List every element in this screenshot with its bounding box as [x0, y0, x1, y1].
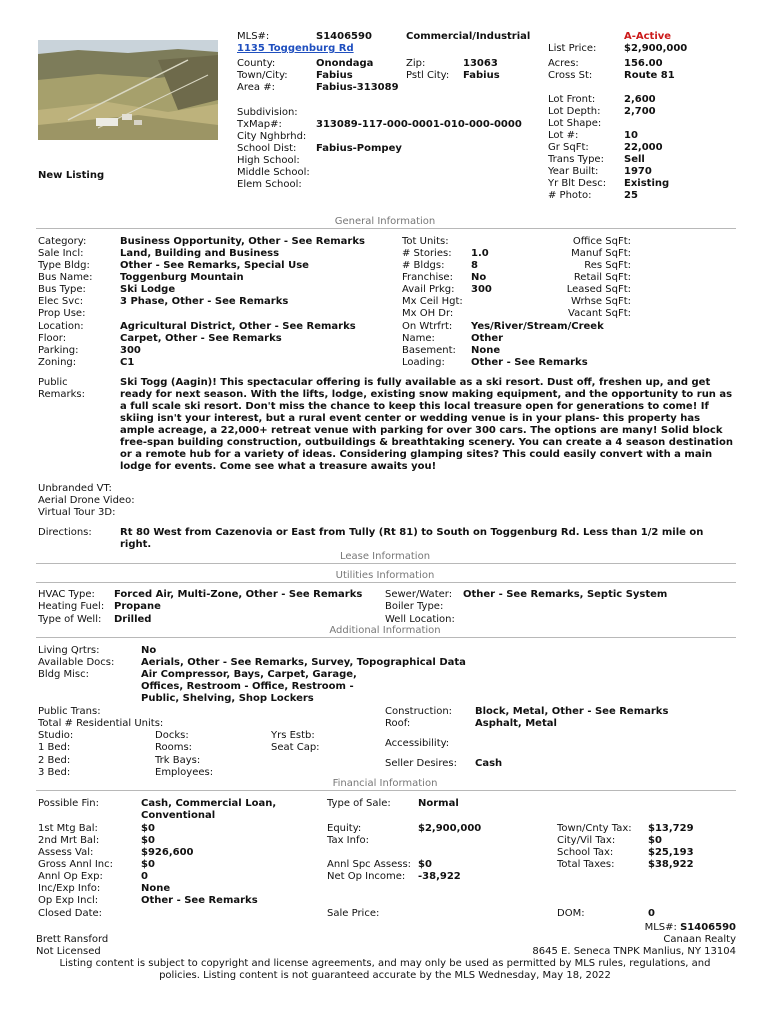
net-op-income-value: -38,922 [418, 871, 461, 882]
disclaimer-line2: policies. Listing content is not guaranteed accurate by the MLS Wednesday, May 18, 2022 [159, 970, 611, 981]
fin-label: Annl Op Exp: [38, 871, 103, 882]
lease-section-title: Lease Information [339, 551, 431, 562]
fin-label: Op Exp Incl: [38, 895, 99, 906]
aerial-photo-image [38, 40, 218, 140]
gen-value: Toggenburg Mountain [120, 272, 244, 283]
yrs-estb-label: Yrs Estb: [271, 730, 315, 741]
heating-fuel-label: Heating Fuel: [38, 601, 105, 612]
bed3-label: 3 Bed: [38, 767, 71, 778]
new-listing-label: New Listing [38, 170, 105, 181]
gen-mid-label: # Stories: [402, 248, 452, 259]
financial-divider [36, 790, 736, 791]
living-qrtrs-value: No [141, 645, 157, 656]
construction-value: Block, Metal, Other - See Remarks [475, 706, 669, 717]
tax-label: Total Taxes: [557, 859, 615, 870]
construction-label: Construction: [385, 706, 453, 717]
tax-value: $25,193 [648, 847, 694, 858]
employees-label: Employees: [155, 767, 214, 778]
additional-section-title: Additional Information [329, 625, 441, 636]
gen-value: Carpet, Other - See Remarks [120, 333, 282, 344]
pstl-city-label: Pstl City: [406, 70, 450, 81]
living-qrtrs-label: Living Qrtrs: [38, 645, 100, 656]
fin-label: 2nd Mrt Bal: [38, 835, 100, 846]
zip-value: 13063 [463, 58, 498, 69]
gen-label: Zoning: [38, 357, 77, 368]
gen-mid-value: 300 [471, 284, 492, 295]
public-remarks-text: Ski Togg (Aagin)! This spectacular offering is fully available as a ski resort. Dust off, freshen up, and get ready for next season. With the lifts, lodge, existing snow making equipment, and the opportunity to run as a full scale ski resort. Don't miss the chance to keep this local treasure open for generations to come! If skiing isn't your interest, but a rural event center or wedding venue is in your plans- this property has ample acreage, a 22,000+ retreat venue with parking for over 300 cars. The options are many! Solid block free-span building construction, outbuildings & breathtaking scenery. You can create a 4 season destination or a remote hub for a variety of ideas. Considering glamping sites? This could easily convert with a main lodge for events. Come see what a treasure awaits you! [120, 377, 733, 472]
photo-count-label: # Photo: [548, 190, 592, 201]
unbranded-vt-label: Unbranded VT: [38, 483, 112, 494]
cross-st-label: Cross St: [548, 70, 593, 81]
trans-type-value: Sell [624, 154, 645, 165]
gen-label: Bus Name: [38, 272, 93, 283]
yr-blt-desc-value: Existing [624, 178, 670, 189]
gen-mid-label: On Wtrfrt: [402, 321, 453, 332]
year-built-label: Year Built: [548, 166, 599, 177]
fin-value: 0 [141, 871, 148, 882]
roof-value: Asphalt, Metal [475, 718, 557, 729]
bldg-misc-value: Air Compressor, Bays, Carpet, Garage, [141, 669, 357, 680]
gen-label: Location: [38, 321, 84, 332]
gen-label: Parking: [38, 345, 79, 356]
gen-value: Agricultural District, Other - See Remarks [120, 321, 356, 332]
docks-label: Docks: [155, 730, 189, 741]
county-value: Onondaga [316, 58, 374, 69]
fin-value: $0 [141, 859, 155, 870]
gen-value: 3 Phase, Other - See Remarks [120, 296, 289, 307]
hvac-value: Forced Air, Multi-Zone, Other - See Remarks [114, 589, 363, 600]
available-docs-label: Available Docs: [38, 657, 115, 668]
gen-mid-label: Name: [402, 333, 435, 344]
possible-fin-value: Conventional [141, 810, 216, 821]
gen-value: Land, Building and Business [120, 248, 280, 259]
acres-value: 156.00 [624, 58, 663, 69]
gen-mid-value: No [471, 272, 487, 283]
txmap-label: TxMap#: [237, 119, 282, 130]
address-link[interactable]: 1135 Toggenburg Rd [237, 43, 354, 54]
fin-label: 1st Mtg Bal: [38, 823, 98, 834]
bed2-label: 2 Bed: [38, 755, 71, 766]
office-name: Canaan Realty [663, 934, 736, 945]
trans-type-label: Trans Type: [548, 154, 604, 165]
type-of-sale-value: Normal [418, 798, 459, 809]
tax-label: School Tax: [557, 847, 614, 858]
gen-label: Elec Svc: [38, 296, 84, 307]
fin-value: $926,600 [141, 847, 194, 858]
elem-school-label: Elem School: [237, 179, 302, 190]
gr-sqft-value: 22,000 [624, 142, 663, 153]
txmap-value: 313089-117-000-0001-010-000-0000 [316, 119, 522, 130]
lot-front-value: 2,600 [624, 94, 656, 105]
gen-mid-label: Avail Prkg: [402, 284, 455, 295]
general-divider [36, 228, 736, 229]
sale-price-label: Sale Price: [327, 908, 380, 919]
subdivision-label: Subdivision: [237, 107, 298, 118]
gen-value: C1 [120, 357, 135, 368]
utilities-section-title: Utilities Information [335, 570, 435, 581]
gen-mid-value: None [471, 345, 501, 356]
gen-mid-label: Mx OH Dr: [402, 308, 454, 319]
bed1-label: 1 Bed: [38, 742, 71, 753]
gen-mid-label: Franchise: [402, 272, 453, 283]
seller-desires-value: Cash [475, 758, 503, 769]
gen-value: Other - See Remarks, Special Use [120, 260, 309, 271]
hvac-label: HVAC Type: [38, 589, 95, 600]
sewer-label: Sewer/Water: [385, 589, 453, 600]
lot-front-label: Lot Front: [548, 94, 596, 105]
available-docs-value: Aerials, Other - See Remarks, Survey, Topographical Data [141, 657, 466, 668]
agent-name: Brett Ransford [36, 934, 109, 945]
disclaimer-line1: Listing content is subject to copyright and license agreements, and may only be used as permitted by MLS rules, regulations, and [59, 958, 711, 969]
gen-mid-value: 1.0 [471, 248, 489, 259]
well-location-label: Well Location: [385, 614, 455, 625]
gen-label: Bus Type: [38, 284, 86, 295]
gen-label: Prop Use: [38, 308, 86, 319]
status-badge: A-Active [624, 31, 672, 42]
equity-label: Equity: [327, 823, 362, 834]
list-price-label: List Price: [548, 43, 597, 54]
possible-fin-label: Possible Fin: [38, 798, 99, 809]
city-nghbrhd-label: City Nghbrhd: [237, 131, 307, 142]
mls-number: S1406590 [316, 31, 372, 42]
net-op-income-label: Net Op Income: [327, 871, 406, 882]
fin-value: Other - See Remarks [141, 895, 258, 906]
lot-depth-value: 2,700 [624, 106, 656, 117]
gen-right-label: Office SqFt: [572, 236, 631, 247]
sewer-value: Other - See Remarks, Septic System [463, 589, 668, 600]
gen-label: Type Bldg: [38, 260, 90, 271]
gr-sqft-label: Gr SqFt: [548, 142, 589, 153]
gen-right-label: Vacant SqFt: [568, 308, 631, 319]
zip-label: Zip: [406, 58, 426, 69]
annl-spc-assess-value: $0 [418, 859, 432, 870]
public-remarks-label-line2: Remarks: [38, 389, 86, 400]
type-of-sale-label: Type of Sale: [327, 798, 391, 809]
gen-value: Ski Lodge [120, 284, 176, 295]
list-price-value: $2,900,000 [624, 43, 688, 54]
gen-mid-label: Tot Units: [402, 236, 449, 247]
lot-no-value: 10 [624, 130, 638, 141]
seller-desires-label: Seller Desires: [385, 758, 457, 769]
possible-fin-value: Cash, Commercial Loan, [141, 798, 277, 809]
utilities-divider [36, 582, 736, 583]
lot-no-label: Lot #: [548, 130, 579, 141]
acres-label: Acres: [548, 58, 579, 69]
cross-st-value: Route 81 [624, 70, 675, 81]
gen-value: Business Opportunity, Other - See Remarks [120, 236, 365, 247]
additional-divider [36, 637, 736, 638]
year-built-value: 1970 [624, 166, 652, 177]
tax-value: $38,922 [648, 859, 694, 870]
rooms-label: Rooms: [155, 742, 193, 753]
gen-label: Floor: [38, 333, 67, 344]
bldg-misc-label: Bldg Misc: [38, 669, 89, 680]
gen-value: 300 [120, 345, 141, 356]
footer-mls [645, 922, 736, 934]
public-remarks-label-line1: Public [38, 377, 68, 388]
middle-school-label: Middle School: [237, 167, 310, 178]
studio-label: Studio: [38, 730, 74, 741]
equity-value: $2,900,000 [418, 823, 482, 834]
accessibility-label: Accessibility: [385, 738, 450, 749]
virtual-tour-label: Virtual Tour 3D: [38, 507, 116, 518]
roof-label: Roof: [385, 718, 411, 729]
bldg-misc-value: Public, Shelving, Shop Lockers [141, 693, 314, 704]
mls-label: MLS#: [237, 31, 270, 42]
public-trans-label: Public Trans: [38, 706, 101, 717]
tax-value: $13,729 [648, 823, 694, 834]
dom-value: 0 [648, 908, 655, 919]
gen-mid-value: Other - See Remarks [471, 357, 588, 368]
fin-label: Closed Date: [38, 908, 103, 919]
seat-cap-label: Seat Cap: [271, 742, 320, 753]
fin-label: Gross Annl Inc: [38, 859, 113, 870]
heating-fuel-value: Propane [114, 601, 161, 612]
tax-value: $0 [648, 835, 662, 846]
bldg-misc-value: Offices, Restroom - Office, Restroom - [141, 681, 354, 692]
gen-mid-value: 8 [471, 260, 478, 271]
annl-spc-assess-label: Annl Spc Assess: [327, 859, 412, 870]
boiler-type-label: Boiler Type: [385, 601, 444, 612]
gen-label: Sale Incl: [38, 248, 84, 259]
footer-mls-number: S1406590 [680, 922, 736, 933]
fin-label: Inc/Exp Info: [38, 883, 101, 894]
tax-label: Town/Cnty Tax: [557, 823, 632, 834]
photo-count-value: 25 [624, 190, 638, 201]
gen-mid-value: Yes/River/Stream/Creek [471, 321, 604, 332]
pstl-city-value: Fabius [463, 70, 500, 81]
fin-value: $0 [141, 835, 155, 846]
dom-label: DOM: [557, 908, 585, 919]
yr-blt-desc-label: Yr Blt Desc: [548, 178, 607, 189]
fin-value: $0 [141, 823, 155, 834]
lot-shape-label: Lot Shape: [548, 118, 602, 129]
listing-photo[interactable] [38, 40, 218, 140]
lot-depth-label: Lot Depth: [548, 106, 601, 117]
town-value: Fabius [316, 70, 353, 81]
gen-mid-label: Mx Ceil Hgt: [402, 296, 463, 307]
gen-right-label: Wrhse SqFt: [571, 296, 631, 307]
type-of-well-value: Drilled [114, 614, 152, 625]
school-dist-label: School Dist: [237, 143, 297, 154]
general-section-title: General Information [334, 216, 436, 227]
aerial-drone-label: Aerial Drone Video: [38, 495, 135, 506]
gen-right-label: Manuf SqFt: [571, 248, 631, 259]
property-category: Commercial/Industrial [406, 31, 531, 42]
fin-value: None [141, 883, 171, 894]
gen-mid-label: Loading: [402, 357, 445, 368]
directions-label: Directions: [38, 527, 92, 538]
directions-text: Rt 80 West from Cazenovia or East from Tully (Rt 81) to South on Toggenburg Rd. Less than 1/2 mile on right. [120, 527, 704, 550]
footer-mls-label: MLS#: [644, 922, 677, 933]
type-of-well-label: Type of Well: [38, 614, 102, 625]
town-label: Town/City: [237, 70, 288, 81]
tax-info-label: Tax Info: [327, 835, 369, 846]
county-label: County: [237, 58, 276, 69]
gen-right-label: Leased SqFt: [566, 284, 631, 295]
gen-right-label: Res SqFt: [584, 260, 631, 271]
lease-divider [36, 563, 736, 564]
area-label: Area #: [237, 82, 275, 93]
tax-label: City/Vil Tax: [557, 835, 616, 846]
trk-bays-label: Trk Bays: [155, 755, 201, 766]
gen-mid-label: # Bldgs: [402, 260, 445, 271]
high-school-label: High School: [237, 155, 300, 166]
office-address: 8645 E. Seneca TNPK Manlius, NY 13104 [532, 946, 736, 957]
gen-mid-label: Basement: [402, 345, 456, 356]
agent-license: Not Licensed [36, 946, 101, 957]
gen-mid-value: Other [471, 333, 504, 344]
financial-section-title: Financial Information [332, 778, 438, 789]
school-dist-value: Fabius-Pompey [316, 143, 402, 154]
gen-label: Category: [38, 236, 87, 247]
gen-right-label: Retail SqFt: [573, 272, 631, 283]
fin-label: Assess Val: [38, 847, 94, 858]
total-units-label: Total # Residential Units: [38, 718, 164, 729]
area-value: Fabius-313089 [316, 82, 399, 93]
